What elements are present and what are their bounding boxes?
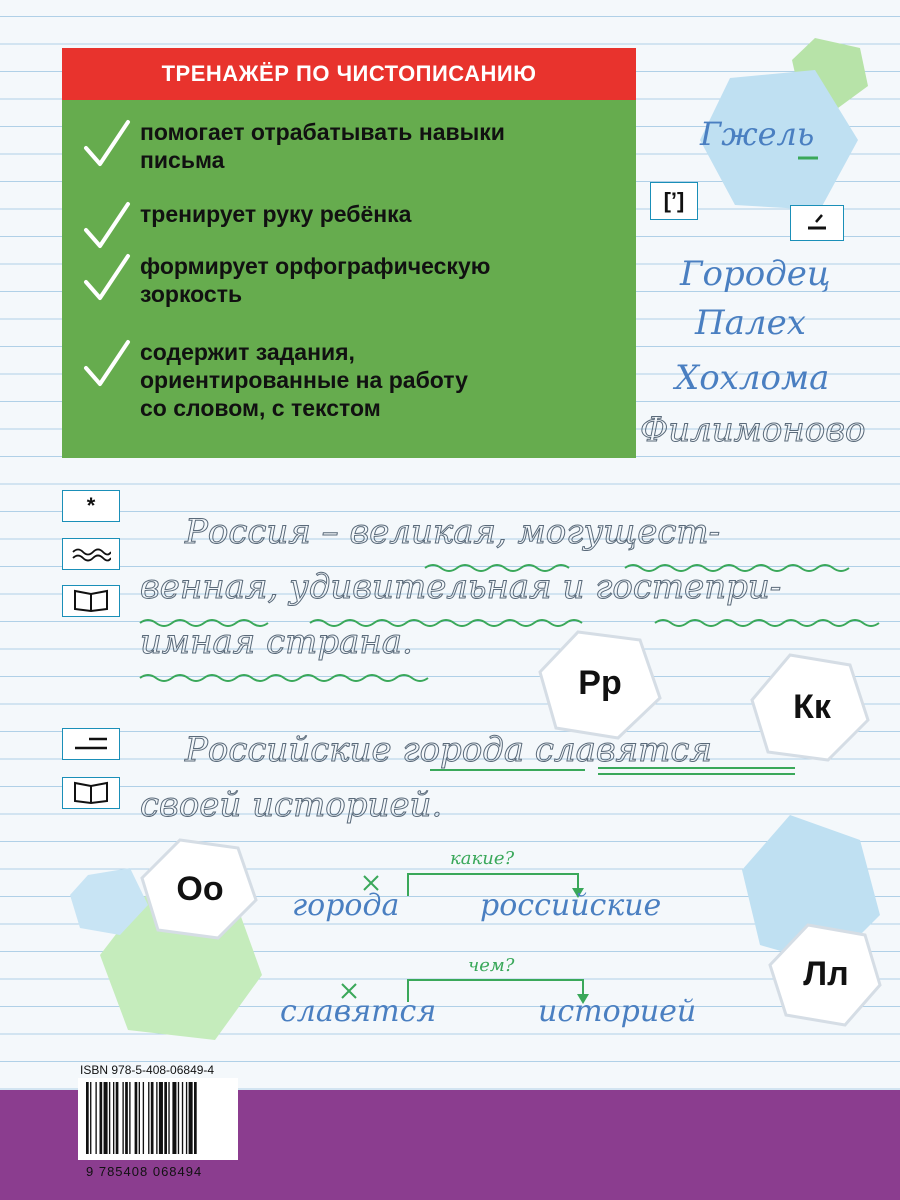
checkmark-icon (82, 118, 132, 170)
parsing-word-gorod: города (292, 888, 400, 923)
barcode-bar (156, 1082, 157, 1154)
stress-mark-icon (802, 212, 832, 234)
barcode-bar (122, 1082, 123, 1154)
parsing-word-istoriey: историей (538, 994, 697, 1029)
barcode-bar (189, 1082, 193, 1154)
checkmark-icon (82, 252, 132, 304)
word-palekh: Палех (695, 303, 806, 343)
feature-text: помогает отрабатывать навыки письма (140, 119, 505, 173)
star-task-icon-box (62, 490, 120, 522)
barcode-bar (104, 1082, 108, 1154)
barcode (78, 1078, 238, 1160)
feature-text: тренирует руку ребёнка (140, 201, 412, 227)
stress-mark-box (790, 205, 844, 241)
barcode-bar (143, 1082, 144, 1154)
barcode-bar (113, 1082, 114, 1154)
question-label-2: чем? (468, 955, 515, 976)
parsing-diagram-arrows (0, 860, 900, 1060)
gzhel-markup (700, 150, 860, 170)
checkmark-icon (82, 200, 132, 252)
barcode-bar (139, 1082, 140, 1154)
barcode-bar (194, 1082, 197, 1154)
feature-text: формирует орфографическую зоркость (140, 253, 491, 307)
barcode-bar (135, 1082, 138, 1154)
barcode-bar (90, 1082, 91, 1154)
barcode-bar (159, 1082, 163, 1154)
barcode-bar (182, 1082, 183, 1154)
barcode-number: 9 785408 068494 (86, 1164, 203, 1179)
soft-sign-transcription-box (650, 182, 698, 220)
isbn-label: ISBN 978-5-408-06849-4 (80, 1063, 215, 1077)
exercise2-line2: своей историей. (140, 785, 443, 825)
feature-text: содержит задания, ориентированные на работу со словом, с текстом (140, 339, 468, 421)
exercise2-line1: Российские города славятся (185, 730, 712, 770)
barcode-bar (148, 1082, 149, 1154)
features-panel (62, 48, 636, 458)
barcode-bar (129, 1082, 130, 1154)
barcode-bar (168, 1082, 169, 1154)
word-gzhel: Гжель (700, 115, 815, 153)
parsing-word-slavyatsya: славятся (280, 994, 437, 1029)
letter-card-kk: Кк (793, 688, 831, 726)
question-label-1: какие? (450, 848, 515, 869)
barcode-bar (95, 1082, 96, 1154)
letter-card-rr: Рр (578, 664, 622, 702)
word-gorodets: Городец (680, 254, 831, 294)
asterisk-icon: * (86, 493, 96, 518)
letter-card-ll: Лл (803, 955, 849, 993)
word-khokhloma: Хохлома (675, 358, 830, 398)
exercise1-line2: венная, удивительная и гостепри- (140, 567, 782, 607)
barcode-bar (86, 1082, 89, 1154)
barcode-bar (125, 1082, 128, 1154)
barcode-bar (164, 1082, 167, 1154)
panel-title: ТРЕНАЖЁР ПО ЧИСТОПИСАНИЮ (62, 48, 636, 100)
letter-card-oo: Оо (176, 870, 224, 908)
barcode-bar (100, 1082, 103, 1154)
barcode-bar (151, 1082, 154, 1154)
barcode-bars (78, 1078, 238, 1160)
underline-task-icon-box (62, 728, 120, 760)
exercise1-line3: имная страна. (140, 622, 413, 662)
underline-lines-icon (71, 734, 111, 754)
exercise2-underlines (0, 760, 900, 820)
checkmark-icon (82, 338, 132, 390)
barcode-bar (186, 1082, 187, 1154)
parsing-word-rossiyskie: российские (480, 888, 662, 923)
barcode-bar (178, 1082, 179, 1154)
barcode-bar (109, 1082, 110, 1154)
barcode-bar (172, 1082, 176, 1154)
soft-sign-transcription: [’] (663, 188, 685, 213)
word-filimonovo: Филимоново (640, 410, 866, 450)
barcode-bar (116, 1082, 119, 1154)
features-list (62, 100, 636, 458)
exercise1-line1: Россия – великая, могущест- (185, 512, 721, 552)
